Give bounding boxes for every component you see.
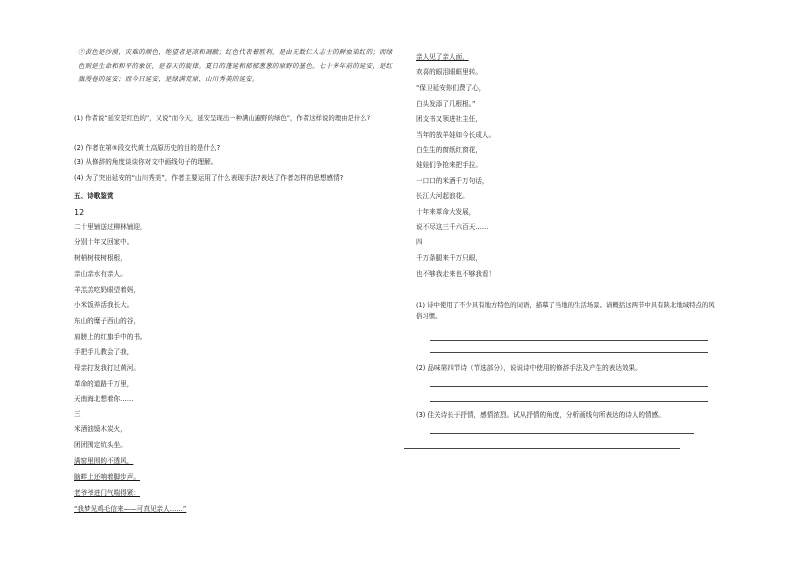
poem-part-heading: 三 [74, 410, 81, 418]
section-heading: 五、诗歌鉴赏 [74, 192, 114, 200]
poem-line: 树梢树枝树根根， [74, 254, 127, 262]
poem-line: 说不尽这三千六百天…… [416, 223, 489, 231]
poem-line: 欢喜的眼泪眼眶里转。 [416, 68, 482, 76]
poem-question-2: (2) 品味第四节诗（节选部分），说说诗中使用的修辞手法及产生的表达效果。 [416, 364, 642, 372]
prose-paragraph: ⑦黄色是沙漠、灾难的颜色，绝望者是凉和凋敝；红色代表着胜利，是由无数仁人志士的鲜血染红的；而绿色则是生命和和平的象征，是春天的旋律。夏日的蓬延和郁郁葱葱的原野的基色。七十多年前的延安，是红旗漫卷的延安；而今日延安，是绿满荒原、山川秀美的延安。 [78, 48, 393, 83]
poem-question-3: (3) 佳关诗长于抒情，感情浓烈。试从抒情的角度，分析画线句所表达的诗人的情感。 [416, 411, 665, 419]
poem-line: 米酒油馍木炭火， [74, 425, 127, 433]
poem-line: 团支书又领进社主任， [416, 115, 482, 123]
poem-line: 娃娃们争抢来把手拉。 [416, 161, 482, 169]
poem-line: 天南海北想着你…… [74, 395, 134, 403]
poem-line: 肩膀上的红旗手中的书。 [74, 333, 147, 341]
poem-line: 当年的放羊娃如今长成人。 [416, 131, 496, 139]
poem-line-underlined: “我梦见鸡毛信来——可真见亲人……” [74, 505, 187, 513]
question-number: 12 [74, 208, 85, 217]
poem-line: 二十里铺送过柳林铺迎， [74, 223, 147, 231]
poem-line-underlined: 满窑里围的不透风， [74, 457, 134, 465]
poem-line: 团团围定炕头坐。 [74, 441, 127, 449]
poem-line: 羊羔羔吃奶眼望着妈， [74, 286, 140, 294]
poem-line: 也不够我走来也不够我看！ [416, 270, 496, 278]
poem-line: “保卫延安你们费了心， [416, 84, 486, 92]
poem-line: 一口口的米酒千万句话， [416, 177, 489, 185]
poem-line: 母亲打发我打过黄河。 [74, 364, 140, 372]
poem-line: 东山的糜子西山的谷， [74, 317, 140, 325]
question-1: (1) 作者说“延安是红色的”，又说“而今天，延安呈现出一种满山遍野的绿色”，作者这样说的理由是什么? [74, 114, 371, 122]
poem-line: 十年来革命大发展， [416, 208, 476, 216]
answer-line[interactable] [430, 340, 708, 341]
poem-line: 千万条腿来千万只眼， [416, 254, 482, 262]
poem-line: 亲山亲水有亲人。 [74, 270, 127, 278]
poem-line: 分别十年又回家中。 [74, 238, 134, 246]
poem-question-1: (1) 诗中使用了不少具有地方特色的词语，描摹了当地的生活场景。请概括这两节中具有陕北地域特点的风俗习惯。 [416, 301, 715, 320]
poem-line: 长江大河起浪花。 [416, 192, 469, 200]
answer-line[interactable] [430, 401, 708, 402]
poem-line: 白头发添了几根根。” [416, 100, 476, 108]
poem-line-underlined: 亲人见了亲人面， [416, 53, 469, 61]
poem-line: 革命的道路千万里， [74, 380, 134, 388]
answer-line[interactable] [430, 386, 708, 387]
poem-line: 手把手儿教会了我， [74, 348, 134, 356]
answer-line[interactable] [430, 433, 694, 434]
poem-line-underlined: 脑畔上还响着脚步声。 [74, 473, 140, 481]
poem-line-underlined: 老爷爷进门气喘得紧： [74, 489, 140, 497]
poem-part-heading: 四 [416, 238, 423, 246]
poem-line: 白生生的窗纸红窗花， [416, 146, 482, 154]
answer-line[interactable] [404, 448, 680, 449]
question-2: (2) 作者在第⑤段交代黄土高原历史的目的是什么? [74, 144, 221, 152]
answer-line[interactable] [430, 352, 708, 353]
question-4: (4) 为了突出延安的“山川秀美”，作者主要运用了什么表现手法?表达了作者怎样的思想感情? [74, 174, 344, 182]
poem-line: 小米饭养活我长大。 [74, 301, 134, 309]
question-3: (3) 从修辞的角度谈谈你对文中画线句子的理解。 [74, 158, 218, 166]
